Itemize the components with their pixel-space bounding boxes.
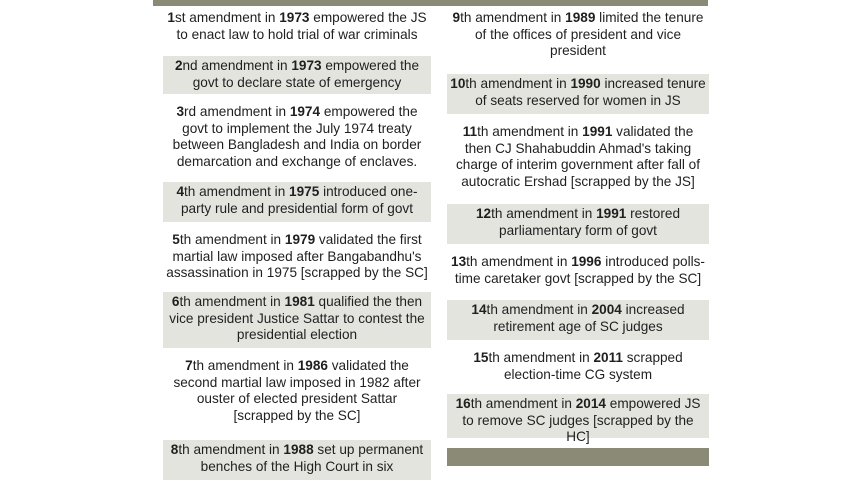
amendment-item: 8th amendment in 1988 set up permanent benches of the High Court in six bbox=[163, 440, 431, 480]
amendment-item: 11th amendment in 1991 validated the then CJ Shahabuddin Ahmad's taking charge of interim government after fall of autocratic Ershad [scrapped by the JS] bbox=[455, 124, 701, 189]
top-bar bbox=[153, 0, 708, 6]
bottom-bar bbox=[447, 448, 709, 466]
amendment-item: 2nd amendment in 1973 empowered the govt to declare state of emergency bbox=[163, 56, 431, 94]
amendment-item: 3rd amendment in 1974 empowered the govt to implement the July 1974 treaty between Bangladesh and India on border demarcation and exchange of enclaves. bbox=[172, 104, 422, 169]
amendment-item: 15th amendment in 2011 scrapped election-time CG system bbox=[473, 350, 683, 382]
amendment-item: 14th amendment in 2004 increased retirement age of SC judges bbox=[447, 300, 709, 340]
amendment-item: 12th amendment in 1991 restored parliamentary form of govt bbox=[447, 204, 709, 244]
right-column bbox=[447, 8, 709, 466]
amendment-item: 6th amendment in 1981 qualified the then vice president Justice Sattar to contest the presidential election bbox=[163, 292, 431, 348]
amendment-item: 10th amendment in 1990 increased tenure of seats reserved for women in JS bbox=[447, 74, 709, 114]
left-column bbox=[163, 8, 431, 480]
amendment-item: 13th amendment in 1996 introduced polls-time caretaker govt [scrapped by the SC] bbox=[451, 254, 705, 286]
amendment-item: 5th amendment in 1979 validated the first martial law imposed after Bangabandhu's assassination in 1975 [scrapped by the SC] bbox=[166, 232, 428, 281]
amendment-item: 7th amendment in 1986 validated the second martial law imposed in 1982 after ouster of elected president Sattar [scrapped by the SC] bbox=[173, 358, 421, 423]
amendment-item: 16th amendment in 2014 empowered JS to remove SC judges [scrapped by the HC] bbox=[447, 394, 709, 438]
amendment-item: 1st amendment in 1973 empowered the JS to enact law to hold trial of war criminals bbox=[167, 10, 427, 42]
amendment-item: 9th amendment in 1989 limited the tenure of the offices of president and vice president bbox=[452, 10, 704, 59]
amendment-item: 4th amendment in 1975 introduced one-party rule and presidential form of govt bbox=[163, 182, 431, 222]
